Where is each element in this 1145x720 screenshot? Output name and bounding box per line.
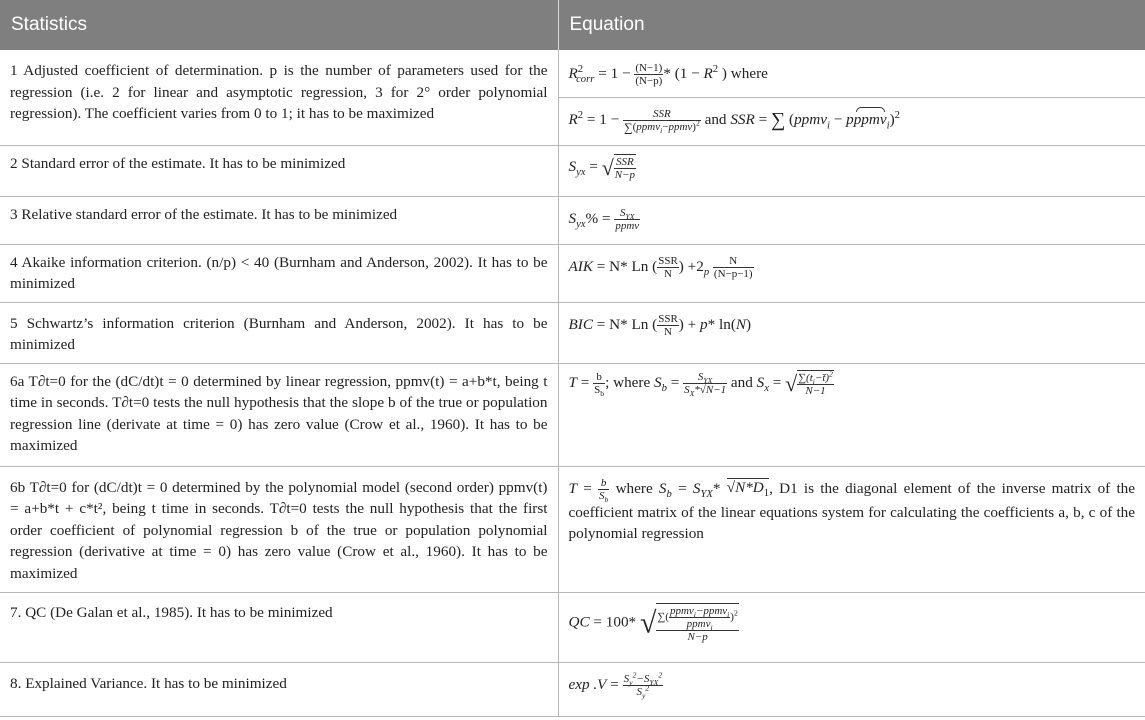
row-5-description: 5 Schwartz’s information criterion (Burnham and Anderson, 2002). It has to be minimized: [0, 302, 558, 363]
row-8-equation: exp .V = $\frac{S_y^2-S_{YX}^2}{S_y^2}$: [558, 662, 1145, 716]
row-6b-description: 6b T∂t=0 for (dC/dt)t = 0 determined by the polynomial model (second order) ppmv(t) = a+b*t + c*t², being t time in seconds. T∂t=0 tests the null hypothesis that the first order coefficient of polynomial regression b of the true or population polynomial regression (derivative at time = 0) has zero value (Crow et al., 1960). It has to be maximized: [0, 466, 558, 592]
row-3-description: 3 Relative standard error of the estimate. It has to be minimized: [0, 196, 558, 244]
table-row: [0, 662, 1145, 716]
table-row: [0, 145, 1145, 196]
table-row: [0, 302, 1145, 363]
header-row: [0, 0, 1145, 50]
row-1-equation-a: $R^2_{corr} = 1$ − $\frac{(N-1)}{(N-p)}$ * ($1 - R^2$ ) where: [558, 50, 1145, 97]
row-2-equation: $S_{yx}$ = √ $\frac{\text{SSR}}{N-p}$: [558, 145, 1145, 196]
header-equation: Equation: [558, 0, 1145, 50]
table-row: [0, 50, 1145, 97]
row-7-description: 7. QC (De Galan et al., 1985). It has to be minimized: [0, 592, 558, 662]
row-5-equation: BIC = N* Ln ( $\frac{\text{SSR}}{N}$ ) + p* ln(N): [558, 302, 1145, 363]
row-8-description: 8. Explained Variance. It has to be minimized: [0, 662, 558, 716]
table-row: [0, 196, 1145, 244]
row-4-description: 4 Akaike information criterion. (n/p) < 40 (Burnham and Anderson, 2002). It has to be minimized: [0, 244, 558, 302]
table-row: [0, 363, 1145, 466]
header-statistics: Statistics: [0, 0, 558, 50]
table-row: [0, 244, 1145, 302]
row-6a-equation: T = $\frac{b}{S_b}$ ; where $S_b$ = $\frac{S_{YX}}{S_X*√N-1}$ and $S_x$ = √ $\frac{\sum(t_i-t̄)^2}{N-1}$: [558, 363, 1145, 466]
table-row: [0, 466, 1145, 592]
row-1-description: 1 Adjusted coefficient of determination. p is the number of parameters used for the regression (i.e. 2 for linear and asymptotic regression, 3 for 2° order polynomial regression). The coefficient varies from 0 to 1; it has to be maximized: [0, 50, 558, 145]
row-7-equation: QC = 100* √ ∑( $\frac{ppmv_i-ppmv_i}{ppmv_i}$ )$^2$ N−p: [558, 592, 1145, 662]
row-3-equation: $S_{yx}\%$ = $\frac{S_{YX}}{\text{ppmv}}$: [558, 196, 1145, 244]
row-2-description: 2 Standard error of the estimate. It has to be minimized: [0, 145, 558, 196]
table-row: [0, 592, 1145, 662]
row-4-equation: AIK = N* Ln ( $\frac{\text{SSR}}{N}$ ) $+2_p$ $\frac{N}{(N-p-1)}$: [558, 244, 1145, 302]
row-6b-equation: T = $\frac{b}{S_b}$ where $S_b = S_{YX}*$ $√N*D_1$, D1 is the diagonal element of the inverse matrix of the coefficient matrix of the linear equations system for calculating the coefficients a, b, c of the polynomial regression: [558, 466, 1145, 592]
row-1-equation-b: $R^2 = 1$ − $\frac{\text{SSR}}{\sum(ppmv_i-ppmv)^2}$ and SSR = ∑ (ppmv$_i$ − pppmv$_i$)$^2$: [558, 97, 1145, 145]
row-6a-description: 6a T∂t=0 for the (dC/dt)t = 0 determined by linear regression, ppmv(t) = a+b*t, being t time in seconds. T∂t=0 tests the null hypothesis that the slope b of the true or population regression line (derivate at time = 0) has zero value (Crow et al., 1960). It has to be maximized: [0, 363, 558, 466]
